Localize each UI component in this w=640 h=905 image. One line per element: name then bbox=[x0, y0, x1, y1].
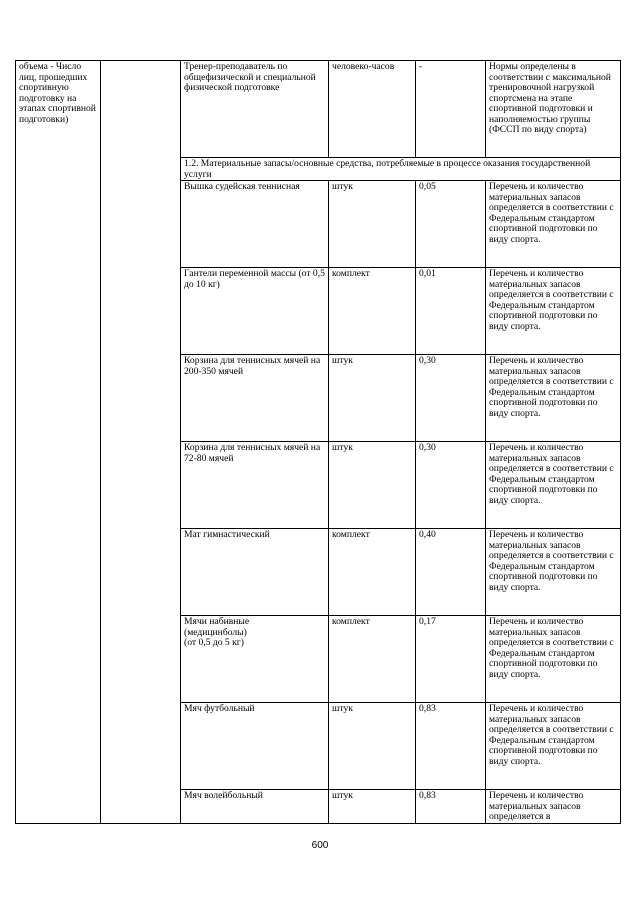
resource-name-cell: Мячи набивные (медицинболы) (от 0,5 до 5 кг) bbox=[181, 616, 329, 703]
resource-name-cell: Мяч волейбольный bbox=[181, 790, 329, 824]
note-cell: Перечень и количество материальных запасов определяется в соответствии с Федеральным стандартом спортивной подготовки по виду спорта. bbox=[486, 529, 621, 616]
value-cell: 0,30 bbox=[416, 442, 486, 529]
note-cell: Перечень и количество материальных запасов определяется в соответствии с Федеральным стандартом спортивной подготовки по виду спорта. bbox=[486, 442, 621, 529]
value-cell: 0,05 bbox=[416, 181, 486, 268]
unit-cell: штук bbox=[329, 790, 416, 824]
value-cell: 0,83 bbox=[416, 703, 486, 790]
note-cell: Перечень и количество материальных запасов определяется в соответствии с Федеральным стандартом спортивной подготовки по виду спорта. bbox=[486, 616, 621, 703]
resource-name-cell: Гантели переменной массы (от 0,5 до 10 кг) bbox=[181, 268, 329, 355]
unit-cell: штук bbox=[329, 442, 416, 529]
empty-column-cell bbox=[101, 61, 181, 824]
table-row bbox=[16, 61, 621, 158]
note-cell: Перечень и количество материальных запасов определяется в соответствии с Федеральным стандартом спортивной подготовки по виду спорта. bbox=[486, 268, 621, 355]
unit-cell: штук bbox=[329, 181, 416, 268]
resource-name-cell: Мяч футбольный bbox=[181, 703, 329, 790]
resource-name-cell: Тренер-преподаватель по общефизической и специальной физической подготовке bbox=[181, 61, 329, 158]
note-cell: Перечень и количество материальных запасов определяется в соответствии с Федеральным стандартом спортивной подготовки по виду спорта. bbox=[486, 703, 621, 790]
indicator-description-cell: объема - Число лиц, прошедших спортивную подготовку на этапах спортивной подготовки) bbox=[16, 61, 101, 824]
unit-cell: комплект bbox=[329, 616, 416, 703]
note-cell: Перечень и количество материальных запасов определяется в соответствии с Федеральным стандартом спортивной подготовки по виду спорта. bbox=[486, 355, 621, 442]
unit-cell: штук bbox=[329, 355, 416, 442]
standards-table bbox=[15, 60, 621, 824]
note-cell: Перечень и количество материальных запасов определяется в соответствии с Федеральным стандартом спортивной подготовки по виду спорта. bbox=[486, 181, 621, 268]
unit-cell: комплект bbox=[329, 268, 416, 355]
value-cell: 0,40 bbox=[416, 529, 486, 616]
resource-name-cell: Корзина для теннисных мячей на 200-350 мячей bbox=[181, 355, 329, 442]
unit-cell: штук bbox=[329, 703, 416, 790]
unit-cell: комплект bbox=[329, 529, 416, 616]
value-cell: 0,83 bbox=[416, 790, 486, 824]
unit-cell: человеко-часов bbox=[329, 61, 416, 158]
value-cell: 0,17 bbox=[416, 616, 486, 703]
note-cell: Нормы определены в соответствии с максимальной тренировочной нагрузкой спортсмена на этапе спортивной подготовки и наполняемостью группы (ФССП по виду спорта) bbox=[486, 61, 621, 158]
page-number: 600 bbox=[311, 840, 329, 851]
value-cell: 0,30 bbox=[416, 355, 486, 442]
resource-name-cell: Корзина для теннисных мячей на 72-80 мячей bbox=[181, 442, 329, 529]
value-cell: 0,01 bbox=[416, 268, 486, 355]
resource-name-cell: Мат гимнастический bbox=[181, 529, 329, 616]
resource-name-cell: Вышка судейская теннисная bbox=[181, 181, 329, 268]
section-title: 1.2. Материальные запасы/основные средства, потребляемые в процессе оказания государственной услуги bbox=[181, 158, 621, 181]
value-cell: - bbox=[416, 61, 486, 158]
note-cell: Перечень и количество материальных запасов определяется в bbox=[486, 790, 621, 824]
